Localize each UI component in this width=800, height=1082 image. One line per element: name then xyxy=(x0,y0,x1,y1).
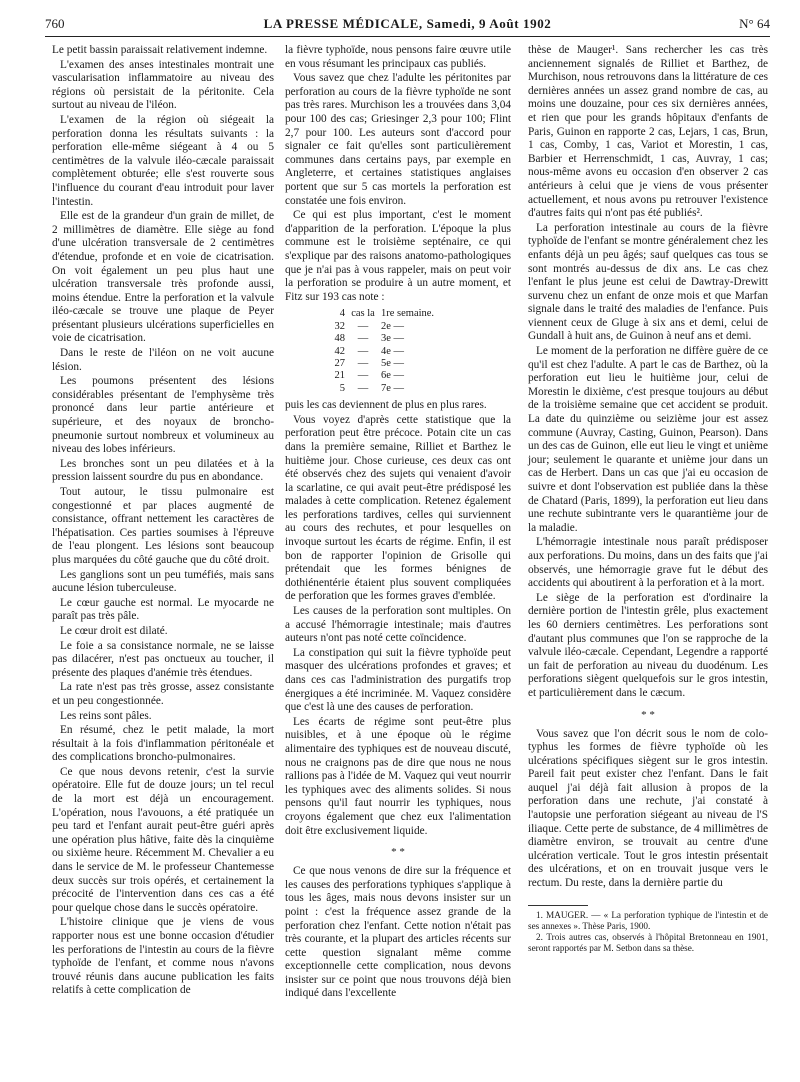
footnote: 2. Trois autres cas, observés à l'hôpital Bretonneau en 1901, seront rapportés par M. Setbon dans sa thèse. xyxy=(528,931,768,953)
table-row: 21 — 6e — xyxy=(334,370,405,382)
paragraph: Le petit bassin paraissait relativement indemne. xyxy=(52,44,268,56)
paragraph: Vous savez que l'on décrit sous le nom de colo-typhus les formes de fièvre typhoïde où les ulcérations spécifiques siègent sur le gros intestin. Pareil fait peut exister chez l'enfant. Dans le fait auquel j'ai déjà fait allusion à propos de la perforation dans une rechute, j'ai constaté à l'autopsie une perforation siégeant au niveau de l'S iliaque. Cette perte de substance, de 4 millimètres de diamètre environ, se trouvait au centre d'une ulcération verticale. Tout le gros intestin présentait des ulcérations, et on en trouvait jusque vers le rectum. Du reste, dans la dernière partie du xyxy=(528,727,768,890)
paragraph: puis les cas deviennent de plus en plus rares. xyxy=(285,399,487,412)
paragraph: Le moment de la perforation ne diffère guère de ce qu'il est chez l'adulte. A part le cas de Barthez, où la perforation eut lieu le huitième jour, celui de Morestin le dixième, c'est presque toujours au début de la troisième semaine que cet accident se produit. La date du quinzième ou seizième jour est assez commune (Auvray, Casting, Guinon, Pearson). Dans un des cas de Guinon, elle eut lieu le vingt et unième jour; seulement le quarante et unième jour dans un cas de Herbert. Dans un cas que j'ai eu occasion de suivre et dont l'observation est publiée dans la thèse de Chatard (Paris, 1899), la perforation eut lieu dans une rechute subintrante vers le quarantième jour de la maladie. xyxy=(528,345,768,534)
paragraph: Les causes de la perforation sont multiples. On a accusé l'hémorragie intestinale; mais d'autres auteurs n'ont pas noté cette coïncidence. xyxy=(285,605,511,645)
paragraph: Le siège de la perforation est d'ordinaire la dernière portion de l'intestin grêle, plus exactement les 60 derniers centimètres. Les perforations sont d'autant plus communes que l'on se rapproche de la valvule iléo-cæcale. Cependant, Legendre a rapporté un fait de perforation au niveau du duodénum. Les perforations siègent quelquefois sur le gros intestin, et particulièrement dans le cæcum. xyxy=(528,591,768,699)
table-row: 27 — 5e — xyxy=(334,357,405,369)
column-2 xyxy=(285,44,511,1002)
paragraph: Dans le reste de l'iléon on ne voit aucune lésion. xyxy=(52,347,274,373)
column-3 xyxy=(528,44,768,954)
paragraph: Tout autour, le tissu pulmonaire est congestionné et par places augmenté de consistance, offrant nettement les caractères de l'hépatisation. Ces parties soumises à l'épreuve de l'eau plongent. Les lésions sont beaucoup plus marquées du côté gauche que du côté droit. xyxy=(52,486,274,566)
paragraph: Elle est de la grandeur d'un grain de millet, de 2 millimètres de diamètre. Elle siège au fond d'une ulcération transversale de 2 centimètres d'étendue, profonde et en voie de cicatrisation. On voit également un peu plus haut une ulcération transversale très profonde aussi, moins étendue. Entre la perforation et la valvule iléo-cæcale se trouve une plaque de Peyer présentant plusieurs ulcérations superficielles en voie de cicatrisation. xyxy=(52,210,274,345)
paragraph: L'hémorragie intestinale nous paraît prédisposer aux perforations. Du moins, dans un des faits que j'ai observés, une hémorragie grave fut le début des accidents qui aboutirent à la perforation et à la mort. xyxy=(528,536,768,590)
paragraph: La perforation intestinale au cours de la fièvre typhoïde de l'enfant se montre généralement chez les enfants déjà un peu âgés; sauf quelques cas tous se sont montrés au-dessus de dix ans. Le cas chez l'enfant le plus jeune est celui de Dawtray-Drewitt survenu chez un enfant de onze mois et que Marfan signale dans le traité des maladies de l'enfance. Puis viennent ceux de Gluge à six ans et demi, celui de Gundall à huit ans, de Guinon à neuf ans et demi. xyxy=(528,221,768,343)
paragraph: Ce qui est plus important, c'est le moment d'apparition de la perforation. L'époque la plus commune est le troisième septénaire, ce qui s'explique par des raisons anatomo-pathologiques que je n'ai pas à vous rappeler, mais on peut voir la perforation se produire à un autre moment, et Fitz sur 193 cas note : xyxy=(285,209,511,303)
paragraph: Le cœur gauche est normal. Le myocarde ne paraît pas très pâle. xyxy=(52,596,274,623)
paragraph: Le foie a sa consistance normale, ne se laisse pas dilacérer, n'est pas onctueux au toucher, il présente des plaques d'anémie très étendues. xyxy=(52,639,274,679)
paragraph: En résumé, chez le petit malade, la mort résultait à la fois d'inflammation péritonéale et des complications broncho-pulmonaires. xyxy=(52,724,274,764)
issue-number: N° 64 xyxy=(739,16,770,31)
footnote-rule xyxy=(528,905,588,906)
paragraph: La rate n'est pas très grosse, assez consistante et un peu congestionnée. xyxy=(52,681,274,707)
table-row: 4 cas la 1re semaine. xyxy=(339,308,435,320)
paragraph: Le cœur droit est dilaté. xyxy=(60,624,168,637)
paragraph: L'histoire clinique que je viens de vous rapporter nous est une bonne occasion d'étudier les perforations de l'intestin au cours de la fièvre typhoïde de l'enfant, et comme nous n'avons trouvé réunis dans aucune publication les faits relatifs à cette complication de xyxy=(52,916,274,997)
table-row: 5 — 7e — xyxy=(339,382,405,394)
paragraph: Les poumons présentent des lésions considérables présentant de l'emphysème très prononcé dans leur partie antérieure et supérieure, et des noyaux de broncho-pneumonie surtout nombreux et volumineux au niveau des lobes inférieurs. xyxy=(52,375,274,456)
paragraph: la fièvre typhoïde, nous pensons faire œuvre utile en vous résumant les principaux cas publiés. xyxy=(285,44,511,70)
paragraph: Les reins sont pâles. xyxy=(60,709,152,722)
paragraph: L'examen de la région où siégeait la perforation donna les résultats suivants : la perforation elle-même siégeant à 4 ou 5 centimètres de la valvule iléo-cæcale paraissait complètement obturée; elle s'est rouverte sous l'influence du courant d'eau introduit pour laver l'intestin. xyxy=(52,113,274,208)
table-row: 42 — 4e — xyxy=(334,345,405,357)
perforation-week-table xyxy=(323,308,511,395)
paragraph: Ce que nous devons retenir, c'est la survie opératoire. Elle fut de douze jours; un tel recul de la mort est déjà un encouragement. L'opération, nous l'avouons, a été pratiquée un peu tard et l'enfant aurait peut-être guéri après une opération plus hâtive, faite dès la cinquième ou sixième heure. Récemment M. Chevalier a eu dans le service de M. le professeur Chantemesse deux succès sur trois opérés, et certainement la précocité de l'intervention dans ces cas a été pour quelque chose dans le succès opératoire. xyxy=(52,765,274,914)
footnote: 1. MAUGER. — « La perforation typhique de l'intestin et de ses annexes ». Thèse Paris, 1900. xyxy=(528,909,768,931)
page-header xyxy=(45,14,770,37)
page-number: 760 xyxy=(45,16,65,31)
table-row: 32 — 2e — xyxy=(334,320,405,332)
paragraph: Vous voyez d'après cette statistique que la perforation peut être précoce. Potain cite un cas dans la première semaine, Rilliet et Barthez le huitième jour. Chose curieuse, ces deux cas ont été observés chez des sujets qui venaient d'avoir la scarlatine, ce qui avait peut-être prédisposé les malades à cette complication. Retenez également les perforations tardives, celles qui surviennent au cours des rechutes, et pour lesquelles on invoque surtout les écarts de régime. Enfin, il est bon de rapporter l'opinion de Grisolle qui prétendait que les formes bénignes de dothiénentérie étaient plus souvent compliquées de perforation que les formes graves d'emblée. xyxy=(285,413,511,603)
section-separator: * * xyxy=(641,708,655,721)
table-row: 48 — 3e — xyxy=(334,333,405,345)
column-1 xyxy=(52,44,274,999)
journal-title: LA PRESSE MÉDICALE, Samedi, 9 Août 1902 xyxy=(263,16,552,31)
paragraph: Les ganglions sont un peu tuméfiés, mais sans aucune lésion tuberculeuse. xyxy=(52,568,274,595)
paragraph: L'examen des anses intestinales montrait une vascularisation inflammatoire au niveau des régions où persistait de la péritonite. Cela surtout au niveau de l'iléon. xyxy=(52,58,274,112)
paragraph: thèse de Mauger¹. Sans rechercher les cas très anciennement signalés de Rilliet et Barthez, de Murchison, nous retrouvons dans la littérature de ces dernières années un assez grand nombre de cas, au moins une douzaine, pour ces six dernières années, et rien que pour les grands hôpitaux d'enfants de Paris, Guinon en rapporte 2 cas, Lejars, 1 cas, Brun, 1 cas, Comby, 1 cas, Variot et Morestin, 1 cas, Barbier et Herrenschmidt, 1 cas, Auvray, 1 cas; nous-même avons eu occasion d'en observer 2 cas antérieurs à celui que je viens de vous présenter actuellement, et nous avons pu retrouver l'existence d'autres faits qui n'ont pas été publiés². xyxy=(528,44,768,220)
paragraph: Ce que nous venons de dire sur la fréquence et les causes des perforations typhiques s'applique à tous les âges, mais nous devons insister sur un point : c'est la fréquence assez grande de la perforation chez l'enfant. Cette notion n'était pas très courante, et la plupart des articles récents sur cette question signalant même comme exceptionnelle cette complication, nous devons insister sur ce point que nous trouvons déjà bien indiqué dans l'excellente xyxy=(285,865,511,1000)
paragraph: Les bronches sont un peu dilatées et à la pression laissent sourdre du pus en abondance. xyxy=(52,457,274,484)
paragraph: Vous savez que chez l'adulte les péritonites par perforation au cours de la fièvre typhoïde ne sont pas très rares. Murchison les a trouvées dans 3,04 pour 100 des cas; Griesinger 2,3 pour 100; Flint 2,7 pour 100. Les auteurs sont d'accord pour signaler ce fait qu'elles sont particulièrement communes dans certains pays, par exemple en Angleterre, et certaines statistiques anglaises portent que sur 5 cas mortels la perforation est constatée une fois environ. xyxy=(285,72,511,207)
paragraph: La constipation qui suit la fièvre typhoïde peut masquer des ulcérations profondes et graves; et dans ces cas l'administration des purgatifs trop énergiques a été incriminée. M. Vaquez considère que c'est là une des causes de perforation. xyxy=(285,646,511,714)
footnotes xyxy=(528,910,768,954)
paragraph: Les écarts de régime sont peut-être plus nuisibles, et à une époque où le régime alimentaire des typhiques est de nouveau discuté, nous ne craignons pas de dire que nous ne nous rallions pas à l'idée de M. Vaquez qui veut nourrir les typhiques avec des aliments solides. Si nous pensons qu'il faut nourrir les typhiques, nous croyons également que chez eux l'alimentation doit être exclusivement liquide. xyxy=(285,715,511,837)
section-separator: * * xyxy=(391,846,405,859)
